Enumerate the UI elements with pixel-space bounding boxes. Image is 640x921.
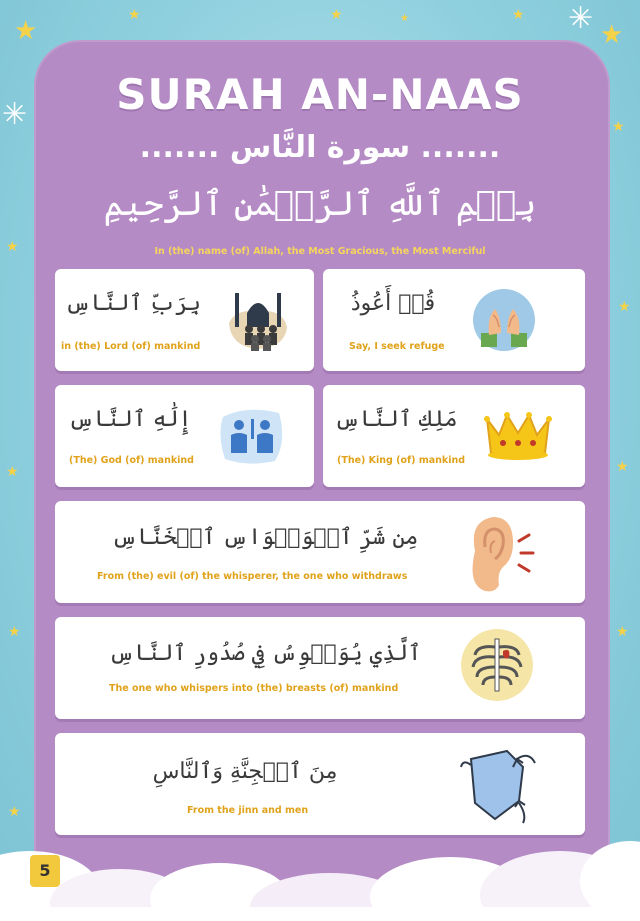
star-icon: ★ (6, 239, 19, 255)
page-number: 5 (30, 855, 60, 887)
page-title: SURAH AN-NAAS (116, 70, 524, 119)
star-icon: ★ (8, 804, 21, 820)
verse-card (55, 385, 314, 487)
verse-arabic: مِنَ ٱلۡجِنَّةِ وَٱلنَّاسِ (152, 759, 338, 784)
verse-card (55, 617, 585, 719)
praying-hands-icon (471, 287, 537, 357)
verse-arabic: ٱلَّذِي يُوَسۡوِسُ فِي صُدُورِ ٱلنَّاسِ (108, 641, 422, 666)
verse-arabic: بِرَبِّ ٱلنَّاسِ (65, 291, 201, 316)
bismillah-translation: In (the) name (of) Allah, the Most Gracious, the Most Merciful (154, 246, 486, 257)
verse-card (323, 269, 585, 371)
sparkle-icon: ✳ (568, 1, 594, 36)
verse-translation: in (the) Lord (of) mankind (61, 341, 201, 352)
praying-people-icon (217, 405, 287, 471)
star-icon: ★ (612, 119, 625, 135)
star-icon: ★ (330, 7, 343, 23)
star-icon: ★ (616, 459, 629, 475)
ear-icon (455, 511, 535, 601)
star-icon: ★ (14, 16, 38, 46)
mosque-people-icon (225, 283, 291, 359)
verse-card (55, 269, 314, 371)
verse-card (55, 501, 585, 603)
verse-arabic: قُلۡ أَعُوذُ (350, 291, 436, 316)
verse-arabic: مَلِكِ ٱلنَّاسِ (334, 407, 458, 432)
verse-translation: From (the) evil (of) the whisperer, the one who withdraws (97, 571, 408, 582)
bismillah-arabic: بِسۡمِ ٱللَّهِ ٱلرَّحۡمَٰنِ ٱلرَّحِيمِ (103, 184, 537, 224)
star-icon: ★ (600, 20, 624, 50)
verse-card (323, 385, 585, 487)
verse-translation: (The) God (of) mankind (69, 455, 194, 466)
star-icon: ★ (512, 7, 525, 23)
crown-icon (483, 407, 553, 467)
sparkle-icon: ✳ (2, 97, 28, 132)
verse-translation: (The) King (of) mankind (337, 455, 466, 466)
arabic-title: ....... سورة النَّاس ....... (139, 130, 501, 165)
star-icon: ★ (616, 624, 629, 640)
verse-translation: The one who whispers into (the) breasts (of) mankind (109, 683, 399, 694)
star-icon: ★ (618, 299, 631, 315)
verse-translation: Say, I seek refuge (349, 341, 445, 352)
ribcage-icon (459, 627, 535, 707)
star-icon: ★ (400, 13, 409, 24)
star-icon: ★ (6, 464, 19, 480)
star-icon: ★ (128, 7, 141, 23)
star-icon: ★ (8, 624, 21, 640)
verse-arabic: مِن شَرِّ ٱلۡوَسۡوَاسِ ٱلۡخَنَّاسِ (111, 525, 419, 550)
verse-translation: From the jinn and men (187, 805, 309, 816)
verse-arabic: إِلَٰهِ ٱلنَّاسِ (68, 407, 192, 432)
clouds-decoration (0, 811, 640, 921)
